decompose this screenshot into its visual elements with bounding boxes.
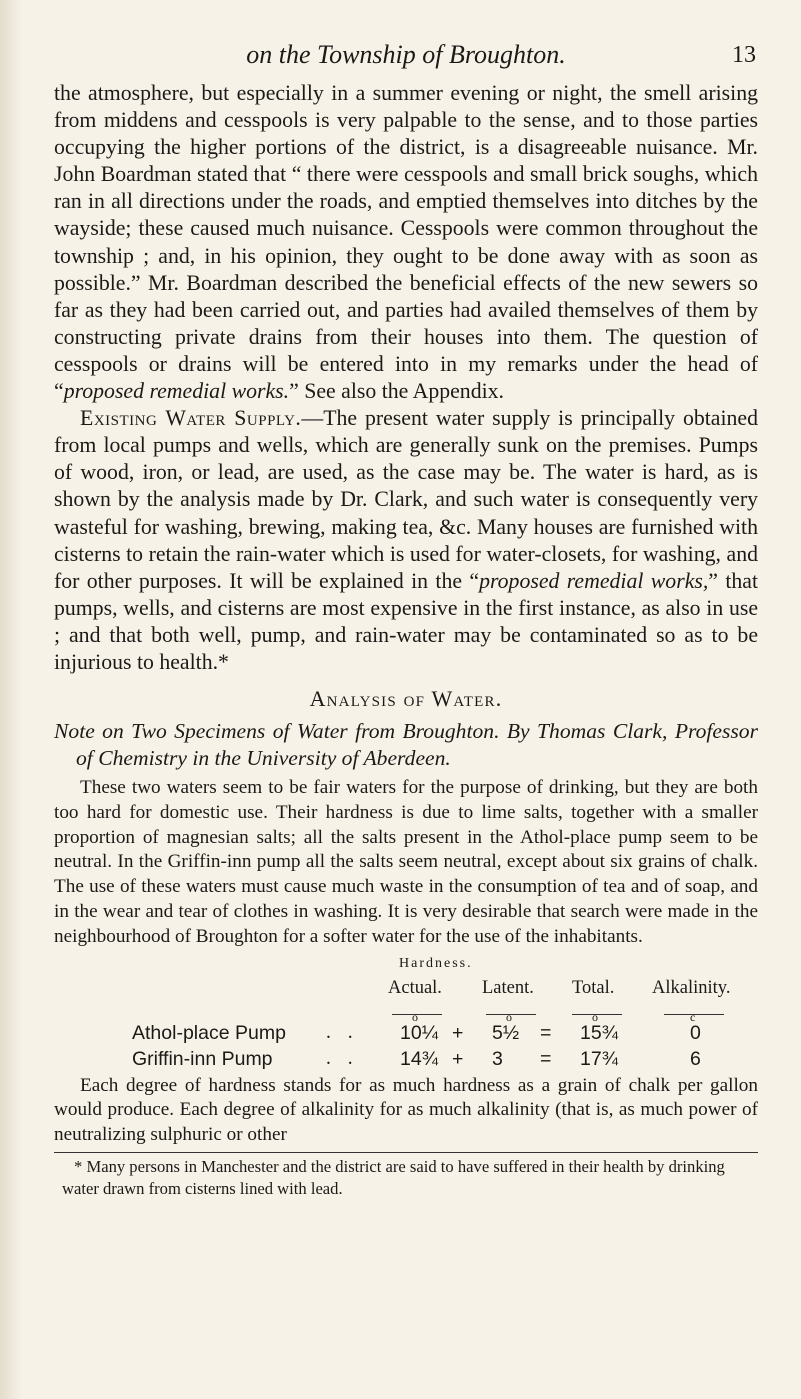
unit-degree: o [506,1009,512,1024]
running-title: on the Township of Broughton. [246,40,566,69]
leader-dots: . . [326,1021,359,1043]
footnote-divider [54,1152,758,1153]
column-header-total: Total. [572,977,615,998]
page-number: 13 [732,42,756,68]
paragraph-cesspools [54,80,758,405]
page-header [56,38,756,72]
unit-degree: o [592,1009,598,1024]
cell-latent: 5½ [492,1021,520,1044]
page-body [54,80,758,1199]
cell-total: 17¾ [580,1047,618,1070]
italic-phrase: proposed remedial works. [63,379,290,404]
analysis-paragraph: These two waters seem to be fair waters for the purpose of drinking, but they are both too hard for domestic use. Their hardness is due to lime salts, together with a smaller proportion of magnesian salts; all the salts present in the Athol-place pump seem to be neutral. In the Griffin-inn pump all the salts seem neutral, except about six grains of chalk. The use of these waters must cause much waste in the consumption of tea and of soap, and in the wear and tear of clothes in washing. It is very desirable that search were made in the neighbourhood of Broughton for a softer water for the use of the inhabitants. [54,777,758,947]
cell-plus: + [452,1021,464,1044]
analysis-paragraph: Each degree of hardness stands for as much hardness as a grain of chalk per gallon would produce. Each degree of alkalinity for as much alkalinity (that is, as much power of neutralizing sulphuric or other [54,1074,758,1146]
page-gutter-shadow [0,0,22,1399]
table-row [54,1048,758,1074]
note-title: Note on Two Specimens of Water from Broughton. By Thomas Clark, Professor of Chemistry in the University of Aberdeen. [54,719,758,771]
row-label: Griffin-inn Pump [132,1047,273,1070]
leader-dots: . . [326,1047,359,1069]
paragraph-water-supply [54,405,758,676]
paragraph-text: the atmosphere, but especially in a summer evening or night, the smell arising from middens and cesspools is very palpable to the sense, and to those parties occupying the higher portions of the district, is a disagreeable nuisance. Mr. John Boardman stated that “ there were cesspools and small brick soughs, which ran in all directions under the roads, and emptied themselves into ditches by the wayside; these caused much nuisance. Cesspools were common throughout the township ; and, in his opinion, they ought to be done away with as soon as possible.” Mr. Boardman described the beneficial effects of the new sewers so far as they had been carried out, and parties had availed themselves of them by constructing private drains from their houses into them. The question of cesspools or drains will be entered into in my remarks under the head of “ [54,81,758,404]
cell-plus: + [452,1047,464,1070]
paragraph-text: ” See also the Appendix. [289,379,505,404]
cell-alkalinity: 0 [690,1021,701,1044]
column-header-latent: Latent. [482,977,534,998]
paragraph-text: ” that pumps, wells, and cisterns are most expensive in the first instance, as also in use ; and that both well, pump, and rain-water may be contaminated so as to be injurious to health.* [54,568,759,674]
run-in-heading: Existing Water Supply. [80,406,302,431]
cell-total: 15¾ [580,1021,618,1044]
cell-actual: 14¾ [400,1047,438,1070]
paragraph-text: —The present water supply is principally obtained from local pumps and wells, which are generally sunk on the premises. Pumps of wood, iron, or lead, are used, as the case may be. The water is hard, as is shown by the analysis made by Dr. Clark, and such water is consequently very wasteful for washing, brewing, making tea, &c. Many houses are furnished with cisterns to retain the rain-water which is used for water-closets, for washing, and for other purposes. It will be explained in the “ [54,406,758,593]
table-caption: Hardness. [399,955,473,971]
cell-alkalinity: 6 [690,1047,701,1070]
unit-degree: o [412,1009,418,1024]
hardness-table [54,956,758,1074]
section-heading: Analysis of Water. [309,686,503,712]
column-header-actual: Actual. [388,977,442,998]
italic-phrase: proposed remedial works, [479,568,709,593]
cell-equals: = [540,1047,552,1070]
footnote: * Many persons in Manchester and the district are said to have suffered in their health by drinking water drawn from cisterns lined with lead. [62,1157,725,1198]
unit-degree: c [690,1009,696,1024]
cell-latent: 3 [492,1047,503,1070]
table-row [54,1022,758,1048]
cell-equals: = [540,1021,552,1044]
cell-actual: 10¼ [400,1021,438,1044]
row-label: Athol-place Pump [132,1021,286,1044]
column-header-alkalinity: Alkalinity. [652,977,731,998]
